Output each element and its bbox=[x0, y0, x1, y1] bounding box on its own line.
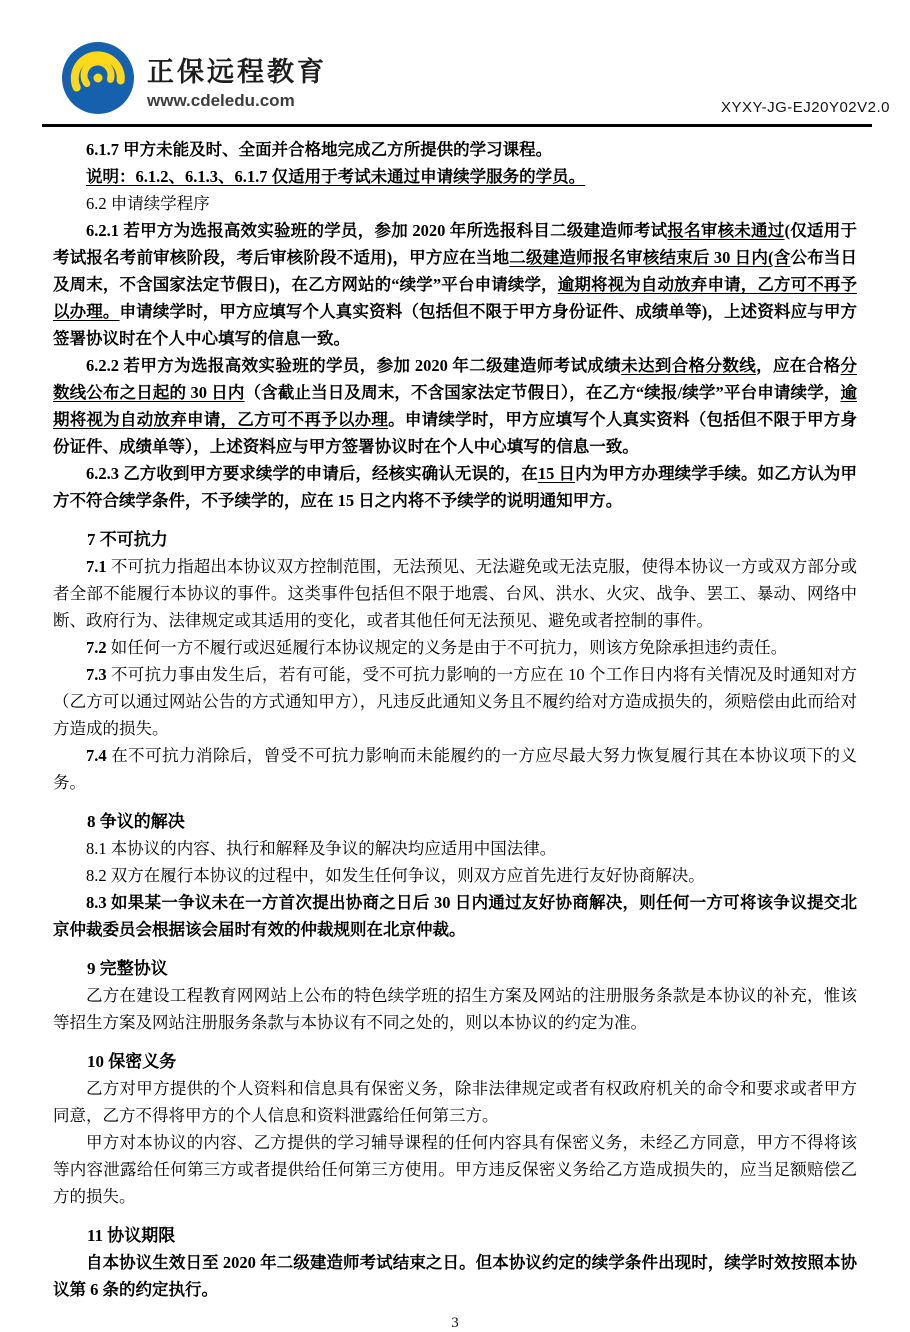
text-run: 8.2 双方在履行本协议的过程中，如发生任何争议，则双方应首先进行友好协商解决。 bbox=[86, 866, 705, 885]
text-run: 7.1 bbox=[86, 557, 111, 576]
text-run: 6.2.1 若甲方为选报高效实验班的学员，参加 2020 年所选报科目二级建造师考试 bbox=[86, 221, 668, 240]
text-run: 如任何一方不履行或迟延履行本协议规定的义务是由于不可抗力，则该方免除承担违约责任。 bbox=[110, 638, 788, 657]
clause-8-3 bbox=[53, 889, 857, 943]
text-run: 乙方对甲方提供的个人资料和信息具有保密义务，除非法律规定或者有权政府机关的命令和要求或者甲方同意，乙方不得将甲方的个人信息和资料泄露给任何第三方。 bbox=[53, 1079, 857, 1125]
heading-8 bbox=[53, 808, 857, 835]
text-run: 分数线公布之日起的 30 日内 bbox=[53, 356, 857, 402]
text-run: 15 日 bbox=[537, 464, 576, 483]
heading-11 bbox=[53, 1222, 857, 1249]
text-run: 在不可抗力消除后，曾受不可抗力影响而未能履约的一方应尽最大努力恢复履行其在本协议项下的义务。 bbox=[53, 746, 858, 792]
clause-6-2-1 bbox=[53, 217, 857, 352]
heading-9 bbox=[53, 955, 857, 982]
text-run: 7 不可抗力 bbox=[87, 530, 168, 549]
text-run: （含截止当日及周末，不含国家法定节假日），在乙方“续报/续学”平台申请续学， bbox=[244, 383, 841, 402]
clause-7-1 bbox=[53, 553, 857, 634]
text-run: 甲方对本协议的内容、乙方提供的学习辅导课程的任何内容具有保密义务，未经乙方同意，甲方不得将该等内容泄露给任何第三方或者提供给任何第三方使用。甲方违反保密义务给乙方造成损失的，应当足额赔偿乙方的损失。 bbox=[53, 1133, 857, 1206]
text-run: 7.4 bbox=[86, 746, 112, 765]
brand-name: 正保远程教育 bbox=[147, 57, 327, 87]
clause-6-note bbox=[53, 163, 857, 190]
page-number: 3 bbox=[451, 1315, 459, 1331]
document-body bbox=[0, 127, 910, 1303]
text-run: 不可抗力指超出本协议双方控制范围，无法预见、无法避免或无法克服，使得本协议一方或双方部分或者全部不能履行本协议的事件。这类事件包括但不限于地震、台风、洪水、火灾、战争、罢工、暴动、网络中断、政府行为、法律规定或其适用的变化，或者其他任何无法预见、避免或者控制的事件。 bbox=[53, 557, 858, 630]
text-run: 逾期将视为自动放弃申请，乙方可不再予以办理 bbox=[53, 383, 857, 429]
clause-6-1-7 bbox=[53, 136, 857, 163]
heading-10 bbox=[53, 1048, 857, 1075]
clause-6-2 bbox=[53, 190, 857, 217]
text-run: 说明：6.1.2、6.1.3、6.1.7 仅适用于考试未通过申请续学服务的学员。 bbox=[86, 167, 586, 186]
text-run: 乙方在建设工程教育网网站上公布的特色续学班的招生方案及网站的注册服务条款是本协议的补充，惟该等招生方案及网站注册服务条款与本协议有不同之处的，则以本协议的约定为准。 bbox=[53, 986, 857, 1032]
text-run: 不可抗力事由发生后，若有可能，受不可抗力影响的一方应在 10 个工作日内将有关情况及时通知对方（乙方可以通过网站公告的方式通知甲方），凡违反此通知义务且不履约给对方造成损失的，须赔偿由此而给对方造成的损失。 bbox=[53, 665, 858, 738]
text-run: 自本协议生效日至 2020 年二级建造师考试结束之日。但本协议约定的续学条件出现时，续学时效按照本协议第 6 条的约定执行。 bbox=[53, 1253, 857, 1299]
clause-11-body bbox=[53, 1249, 857, 1303]
text-run: 。申请续学时，甲方应填写个人真实资料（包括但不限于甲方身份证件、成绩单等），上述资料应与甲方签署协议时在个人中心填写的信息一致。 bbox=[53, 410, 858, 456]
heading-7 bbox=[53, 526, 857, 553]
text-run: 8.1 本协议的内容、执行和解释及争议的解决均应适用中国法律。 bbox=[86, 839, 557, 858]
text-run: 10 保密义务 bbox=[87, 1052, 177, 1071]
text-run: 6.2 申请续学程序 bbox=[86, 194, 210, 213]
text-run: 二级建造师报名审核结束后 30 日内(含 bbox=[509, 248, 791, 267]
text-run: 内为甲方办理续学手续。如乙方认为甲方不符合续学条件，不予续学的，应在 15 日之内将不予续学的说明通知甲方。 bbox=[53, 464, 858, 510]
text-run: 公布当日及周末，不含国家法定节假日)，在乙方网站的“续学”平台申请续学， bbox=[53, 248, 858, 294]
clause-6-2-3 bbox=[53, 460, 857, 514]
text-run: 申请续学时，甲方应填写个人真实资料（包括但不限于甲方身份证件、成绩单等)，上述资料应与甲方签署协议时在个人中心填写的信息一致。 bbox=[53, 302, 857, 348]
text-run: 6.2.2 若甲方为选报高效实验班的学员，参加 2020 年二级建造师考试成绩 bbox=[86, 356, 622, 375]
brand-text bbox=[147, 50, 327, 111]
brand-logo bbox=[62, 42, 327, 119]
clause-8-2 bbox=[53, 862, 857, 889]
text-run: 6.2.3 乙方收到甲方要求续学的申请后，经核实确认无误的，在 bbox=[86, 464, 538, 483]
clause-7-2 bbox=[53, 634, 857, 661]
clause-7-3 bbox=[53, 661, 857, 742]
text-run: 逾期将视为自动放弃申请，乙方可不再予以办理。 bbox=[53, 275, 858, 321]
document-code: XYXY-JG-EJ20Y02V2.0 bbox=[720, 99, 890, 116]
brand-swirl-icon bbox=[62, 42, 134, 119]
clause-10-1 bbox=[53, 1075, 857, 1129]
document-header bbox=[0, 0, 910, 119]
text-run: 9 完整协议 bbox=[87, 959, 168, 978]
clause-6-2-2 bbox=[53, 352, 857, 460]
brand-url: www.cdeledu.com bbox=[147, 91, 295, 110]
clause-7-4 bbox=[53, 742, 857, 796]
text-run: 8.3 如果某一争议未在一方首次提出协商之日后 30 日内通过友好协商解决，则任何一方可将该争议提交北京仲裁委员会根据该会届时有效的仲裁规则在北京仲裁。 bbox=[53, 893, 857, 939]
text-run: 报名审核未通过 bbox=[667, 221, 785, 240]
clause-9-body bbox=[53, 982, 857, 1036]
text-run: ，应在合格 bbox=[756, 356, 841, 375]
text-run: 8 争议的解决 bbox=[87, 812, 185, 831]
text-run: 7.3 bbox=[86, 665, 112, 684]
clause-10-2 bbox=[53, 1129, 857, 1210]
text-run: (仅适用于考试报名考前审核阶段，考后审核阶段不适用)，甲方应在当地 bbox=[53, 221, 858, 267]
text-run: 7.2 bbox=[86, 638, 111, 657]
text-run: 11 协议期限 bbox=[87, 1226, 176, 1245]
clause-8-1 bbox=[53, 835, 857, 862]
text-run: 6.1.7 甲方未能及时、全面并合格地完成乙方所提供的学习课程。 bbox=[86, 140, 553, 159]
text-run: 未达到合格分数线 bbox=[621, 356, 757, 375]
